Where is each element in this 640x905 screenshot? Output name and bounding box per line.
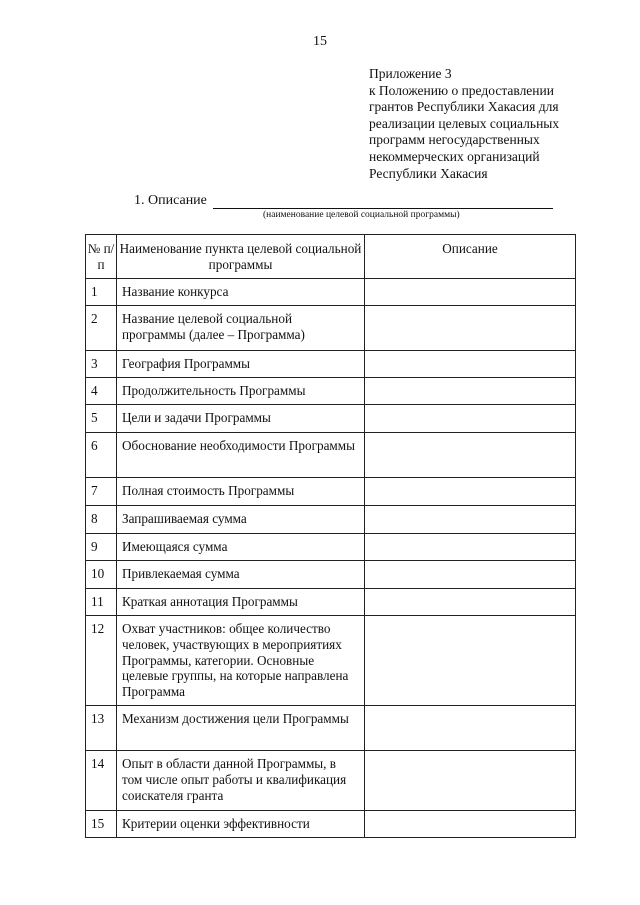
row-desc-cell [365, 306, 576, 351]
row-num: 10 [86, 561, 117, 589]
row-num: 4 [86, 378, 117, 405]
table-row [86, 478, 576, 506]
appendix-header [369, 66, 609, 182]
row-desc-cell [365, 478, 576, 506]
description-caption: (наименование целевой социальной программы) [263, 210, 460, 220]
table-row [86, 378, 576, 405]
appendix-line: программ негосударственных [369, 132, 540, 148]
row-desc-cell [365, 433, 576, 478]
table-row [86, 589, 576, 616]
row-desc-cell [365, 561, 576, 589]
appendix-line: реализации целевых социальных [369, 115, 560, 131]
row-desc-cell [365, 405, 576, 433]
row-name: Привлекаемая сумма [117, 561, 365, 589]
row-desc-cell [365, 279, 576, 306]
row-num: 2 [86, 306, 117, 351]
table-row [86, 306, 576, 351]
row-desc-cell [365, 351, 576, 378]
row-num: 9 [86, 534, 117, 561]
row-desc-cell [365, 811, 576, 838]
row-num: 8 [86, 506, 117, 534]
table-row [86, 751, 576, 811]
row-desc-cell [365, 751, 576, 811]
row-num: 3 [86, 351, 117, 378]
row-name: Охват участников: общее количество человек, участвующих в мероприятиях Программы, категории. Основные целевые группы, на которые направлена Программа [117, 616, 365, 706]
row-num: 5 [86, 405, 117, 433]
row-name: Краткая аннотация Программы [117, 589, 365, 616]
row-name: Критерии оценки эффективности [117, 811, 365, 838]
row-name: География Программы [117, 351, 365, 378]
table-row [86, 706, 576, 751]
row-desc-cell [365, 378, 576, 405]
row-name: Обоснование необходимости Программы [117, 433, 365, 478]
row-name: Механизм достижения цели Программы [117, 706, 365, 751]
appendix-line: Приложение 3 [369, 66, 452, 81]
row-name: Название целевой социальной программы (далее – Программа) [117, 306, 365, 351]
page-number: 15 [313, 34, 327, 49]
row-num: 12 [86, 616, 117, 706]
row-num: 6 [86, 433, 117, 478]
appendix-line: Республики Хакасия [369, 165, 488, 181]
row-name: Продолжительность Программы [117, 378, 365, 405]
row-name: Цели и задачи Программы [117, 405, 365, 433]
row-num: 1 [86, 279, 117, 306]
row-name: Запрашиваемая сумма [117, 506, 365, 534]
header-desc: Описание [365, 235, 576, 279]
row-num: 14 [86, 751, 117, 811]
row-name: Название конкурса [117, 279, 365, 306]
description-blank-line [213, 208, 553, 209]
row-num: 11 [86, 589, 117, 616]
table-row [86, 561, 576, 589]
row-name: Опыт в области данной Программы, в том числе опыт работы и квалификация соискателя гранта [117, 751, 365, 811]
table-row [86, 351, 576, 378]
program-table [85, 234, 576, 838]
row-num: 7 [86, 478, 117, 506]
appendix-line: некоммерческих организаций [369, 148, 540, 164]
row-num: 15 [86, 811, 117, 838]
row-desc-cell [365, 534, 576, 561]
table-row [86, 506, 576, 534]
table-row [86, 405, 576, 433]
row-desc-cell [365, 706, 576, 751]
header-num: № п/п [86, 235, 117, 279]
row-name: Имеющаяся сумма [117, 534, 365, 561]
row-desc-cell [365, 589, 576, 616]
table-header-row [86, 235, 576, 279]
table-row [86, 433, 576, 478]
header-name: Наименование пункта целевой социальной программы [117, 235, 365, 279]
row-name: Полная стоимость Программы [117, 478, 365, 506]
row-desc-cell [365, 616, 576, 706]
appendix-line: грантов Республики Хакасия для [369, 99, 559, 115]
table-row [86, 616, 576, 706]
description-label: 1. Описание [134, 193, 207, 208]
table-row [86, 811, 576, 838]
appendix-line: к Положению о предоставлении [369, 82, 554, 98]
row-num: 13 [86, 706, 117, 751]
table-row [86, 534, 576, 561]
table-row [86, 279, 576, 306]
row-desc-cell [365, 506, 576, 534]
